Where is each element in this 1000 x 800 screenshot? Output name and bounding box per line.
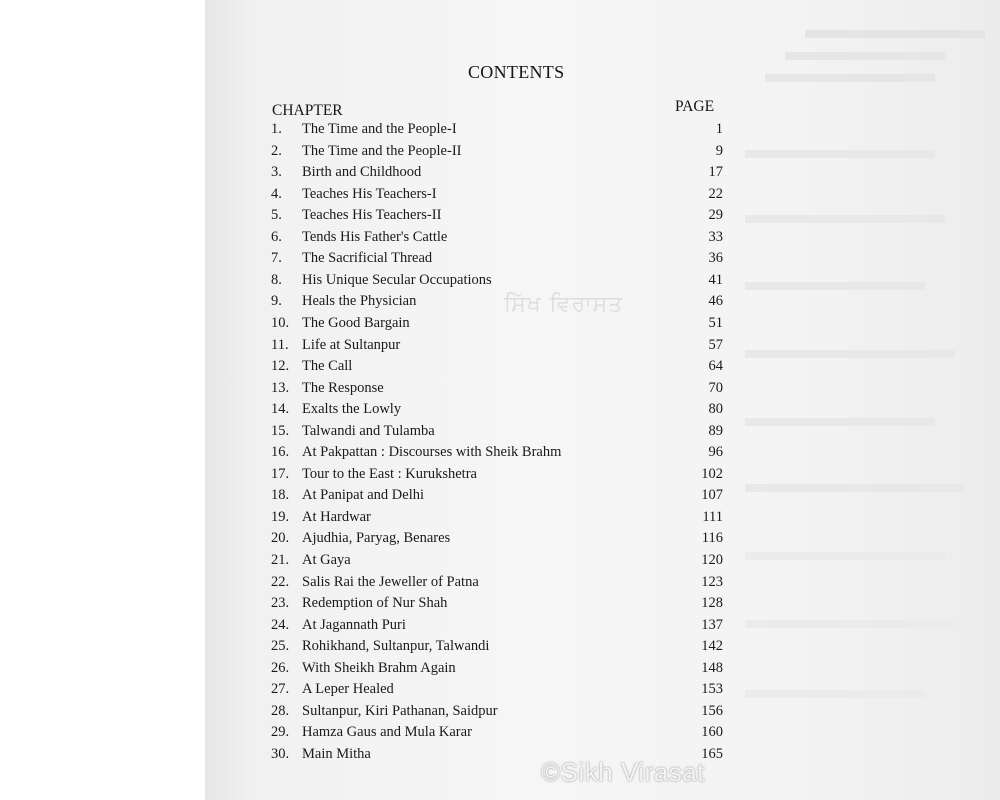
chapter-title: Exalts the Lowly [302,401,402,418]
chapter-title: Tour to the East : Kurukshetra [302,465,477,482]
page-number: 36 [708,250,723,267]
toc-entry [271,681,723,703]
toc-entry [271,121,723,143]
toc-entry [271,444,723,466]
toc-entry [271,574,723,596]
toc-entry [271,423,723,445]
toc-entry [271,164,723,186]
toc-entry [271,186,723,208]
chapter-title: Birth and Childhood [302,164,422,181]
toc-entry [271,207,723,229]
chapter-title: Teaches His Teachers-II [302,207,442,224]
chapter-title: Rohikhand, Sultanpur, Talwandi [302,638,490,655]
page-number: 22 [708,185,723,202]
chapter-number: 24. [271,616,290,633]
page-number: 148 [701,659,723,676]
page-number: 137 [701,616,723,633]
page-number: 153 [701,681,723,698]
page-number: 33 [708,228,723,245]
toc-entry [271,315,723,337]
page-number: 160 [701,724,723,741]
chapter-number: 29. [271,724,290,741]
chapter-number: 4. [271,185,282,202]
chapter-number: 8. [271,271,282,288]
chapter-title: His Unique Secular Occupations [302,271,492,288]
toc-entry [271,229,723,251]
page-number: 128 [701,595,723,612]
chapter-number: 22. [271,573,290,590]
chapter-number: 11. [271,336,289,353]
chapter-number: 13. [271,379,290,396]
toc-entry [271,638,723,660]
chapter-number: 20. [271,530,290,547]
toc-entry [271,530,723,552]
chapter-number: 15. [271,422,290,439]
chapter-title: With Sheikh Brahm Again [302,659,456,676]
page-number: 120 [701,552,723,568]
chapter-title: The Sacrificial Thread [302,250,433,267]
page-number: 57 [708,336,723,353]
chapter-number: 18. [271,487,290,504]
page-number: 80 [708,401,723,418]
chapter-title: At Hardwar [302,508,371,525]
chapter-number: 7. [271,250,282,267]
watermark-copyright: ©Sikh Virasat [541,757,705,787]
toc-entry [271,724,723,746]
chapter-title: At Gaya [302,552,351,568]
page-number: 165 [701,745,723,762]
page-title: CONTENTS [468,62,565,82]
toc-entry [271,337,723,359]
chapter-title: Talwandi and Tulamba [302,422,435,439]
toc-entry [271,358,723,380]
page-number: 70 [708,379,723,396]
chapter-number: 17. [271,465,290,482]
toc-entry [271,380,723,402]
page-number: 123 [701,573,723,590]
page-number: 1 [715,121,723,137]
toc-entry [271,250,723,272]
chapter-title: The Call [302,358,353,375]
page-number: 89 [708,422,723,439]
chapter-number: 9. [271,293,282,310]
chapter-title: A Leper Healed [302,681,394,698]
page-number: 142 [701,638,723,655]
page-number: 107 [701,487,723,504]
toc-entry [271,466,723,488]
chapter-title: Main Mitha [302,745,371,762]
chapter-title: Hamza Gaus and Mula Karar [302,724,472,741]
chapter-title: Ajudhia, Paryag, Benares [302,530,451,547]
chapter-title: At Pakpattan : Discourses with Sheik Brahm [302,444,562,461]
chapter-number: 23. [271,595,290,612]
toc-entry [271,660,723,682]
chapter-number: 10. [271,314,290,331]
chapter-number: 5. [271,207,282,224]
page-number: 9 [715,142,723,159]
chapter-title: The Good Bargain [302,314,410,331]
toc-entry [271,617,723,639]
chapter-title: Redemption of Nur Shah [302,595,448,612]
chapter-title: Teaches His Teachers-I [302,185,437,202]
chapter-title: Tends His Father's Cattle [302,228,448,245]
toc-entry [271,293,723,315]
chapter-number: 1. [271,121,282,137]
page-number: 51 [708,314,723,331]
page-number: 102 [701,465,723,482]
book-page [205,0,1000,800]
page-column-header: PAGE [675,98,715,115]
page-number: 41 [708,271,723,288]
page-number: 116 [701,530,723,547]
toc-entry [271,509,723,531]
page-number: 29 [708,207,723,224]
chapter-column-header: CHAPTER [272,102,343,119]
watermark-gurmukhi: ਸਿੱਖ ਵਿਰਾਸਤ [504,292,624,317]
page-number: 64 [708,358,723,375]
chapter-number: 2. [271,142,282,159]
table-of-contents [205,0,1000,800]
chapter-title: At Panipat and Delhi [302,487,425,504]
chapter-title: The Response [302,379,384,396]
toc-entry [271,595,723,617]
toc-entry [271,143,723,165]
chapter-title: The Time and the People-I [302,121,457,137]
page-number: 156 [701,702,723,719]
chapter-number: 12. [271,358,290,375]
toc-entry [271,401,723,423]
chapter-number: 26. [271,659,290,676]
chapter-number: 25. [271,638,290,655]
chapter-number: 16. [271,444,290,461]
chapter-number: 3. [271,164,282,181]
toc-entry [271,703,723,725]
page-number: 96 [708,444,723,461]
chapter-number: 19. [271,508,290,525]
chapter-number: 14. [271,401,290,418]
chapter-title: At Jagannath Puri [302,616,406,633]
chapter-number: 21. [271,552,290,568]
chapter-title: The Time and the People-II [302,142,462,159]
chapter-number: 28. [271,702,290,719]
toc-entry [271,487,723,509]
page-number: 111 [702,508,723,525]
chapter-number: 30. [271,745,290,762]
chapter-title: Salis Rai the Jeweller of Patna [302,573,479,590]
chapter-number: 27. [271,681,290,698]
chapter-number: 6. [271,228,282,245]
chapter-title: Heals the Physician [302,293,417,310]
page-number: 46 [708,293,723,310]
chapter-title: Sultanpur, Kiri Pathanan, Saidpur [302,702,498,719]
chapter-title: Life at Sultanpur [302,336,401,353]
toc-entry [271,552,723,574]
page-number: 17 [708,164,723,181]
toc-entry [271,272,723,294]
